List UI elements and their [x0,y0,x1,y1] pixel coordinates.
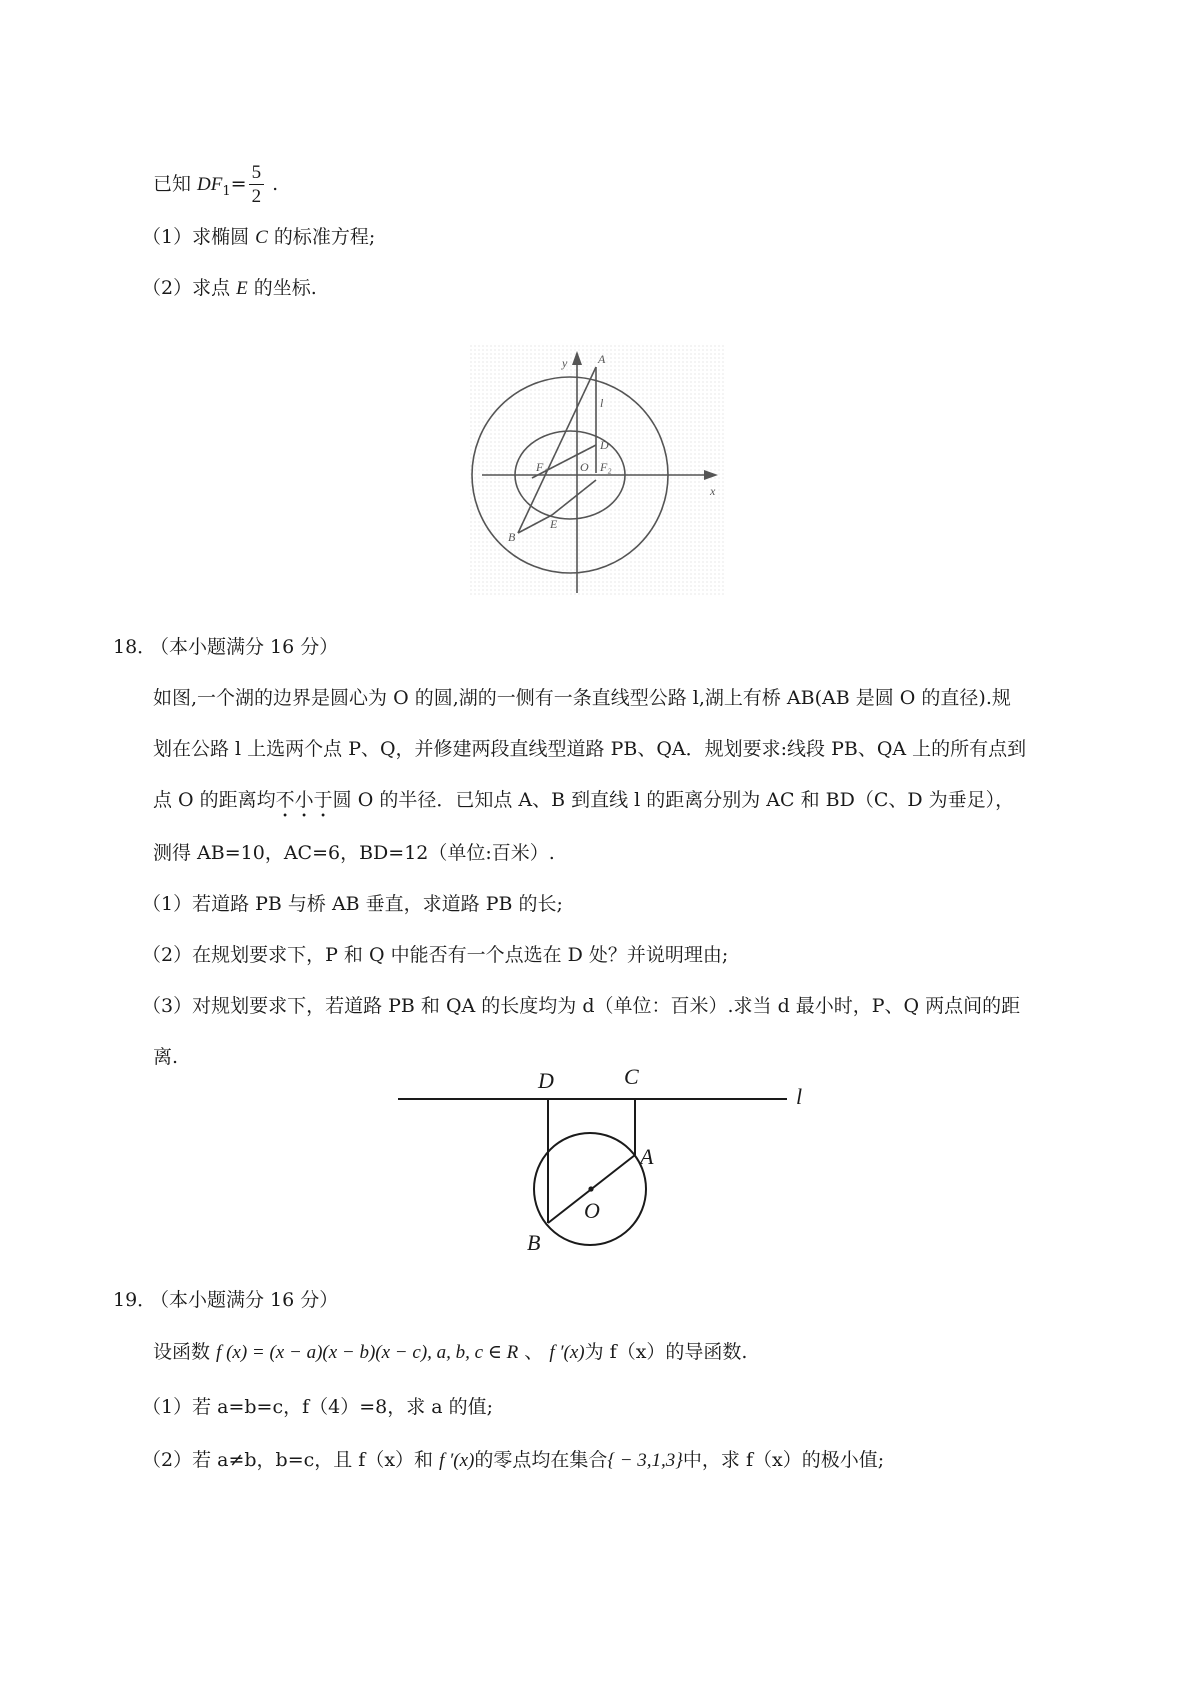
problem-19-intro: 设函数 f (x) = (x − a)(x − b)(x − c), a, b, c ∈ R 、 f ′(x)为 f（x）的导函数. [153,1341,748,1363]
fraction: $\frac{5}{2}$ [249,162,265,209]
fig1-label-x: x [710,484,716,498]
problem-19-number: 19． [113,1289,157,1311]
derivative-symbol: f ′(x) [439,1450,475,1471]
fig2-label-B: B [527,1230,541,1255]
problem-18-header: （本小题满分 16 分） [150,636,339,658]
fig1-label-A: A [598,352,606,366]
fig1-label-O: O [580,460,589,474]
prev-question-2: （2）求点 E 的坐标. [142,277,317,299]
problem-18-line-2: 划在公路 l 上选两个点 P、Q，并修建两段直线型道路 PB、QA．规划要求:线段 PB、QA 上的所有点到 [153,738,1027,760]
fig2-label-C: C [624,1064,639,1089]
fig1-label-E: E [550,517,558,531]
problem-19-question-2: （2）若 a≠b，b=c，且 f（x）和 f ′(x)的零点均在集合{ − 3,1,3}中，求 f（x）的极小值; [142,1449,885,1471]
prev-question-1: （1）求椭圆 C 的标准方程; [142,226,376,248]
derivative-symbol: f ′(x) [549,1342,585,1363]
function-definition: f (x) = (x − a)(x − b)(x − c), a, b, c ∈ R [216,1342,519,1363]
fig2-label-l: l [796,1084,803,1109]
problem-18-question-2: （2）在规划要求下，P 和 Q 中能否有一个点选在 D 处？并说明理由; [142,944,729,966]
figure-background [470,345,725,595]
fig2-label-A: A [640,1144,654,1169]
fig1-label-D: D [600,438,609,452]
fig1-label-F1: F₁ [536,460,548,474]
problem-18-line-4: 测得 AB=10，AC=6，BD=12（单位:百米）. [153,842,555,864]
problem-18-line-1: 如图,一个湖的边界是圆心为 O 的圆,湖的一侧有一条直线型公路 l,湖上有桥 AB(AB 是圆 O 的直径).规 [153,687,1011,709]
fig1-label-F2: F₂ [600,460,612,474]
zero-set: { − 3,1,3} [607,1450,683,1471]
fig1-label-B: B [508,530,516,544]
lake-road-figure [390,1060,830,1265]
problem-18-number: 18． [113,636,157,658]
fig1-label-l: l [600,396,604,410]
center-point [588,1186,593,1191]
emphasis-text: 不小于 [275,789,333,811]
problem-19-question-1: （1）若 a=b=c，f（4）=8，求 a 的值; [142,1396,494,1418]
problem-18-question-3: （3）对规划要求下，若道路 PB 和 QA 的长度均为 d（单位：百米）.求当 d 最小时，P、Q 两点间的距 [142,995,1021,1017]
ellipse-figure [470,345,730,600]
problem-19-header: （本小题满分 16 分） [150,1289,339,1311]
problem-18-question-3-cont: 离. [153,1046,179,1068]
fig1-label-y: y [562,356,568,370]
problem-18-line-3: 点 O 的距离均不小于圆 O 的半径．已知点 A、B 到直线 l 的距离分别为 AC 和 BD（C、D 为垂足）， [153,789,1015,811]
known-condition: 已知 $DF_1=$ $\frac{5}{2}$ . [153,161,279,207]
problem-18-question-1: （1）若道路 PB 与桥 AB 垂直，求道路 PB 的长; [142,893,563,915]
fig2-label-O: O [584,1198,600,1223]
fig2-label-D: D [538,1068,554,1093]
